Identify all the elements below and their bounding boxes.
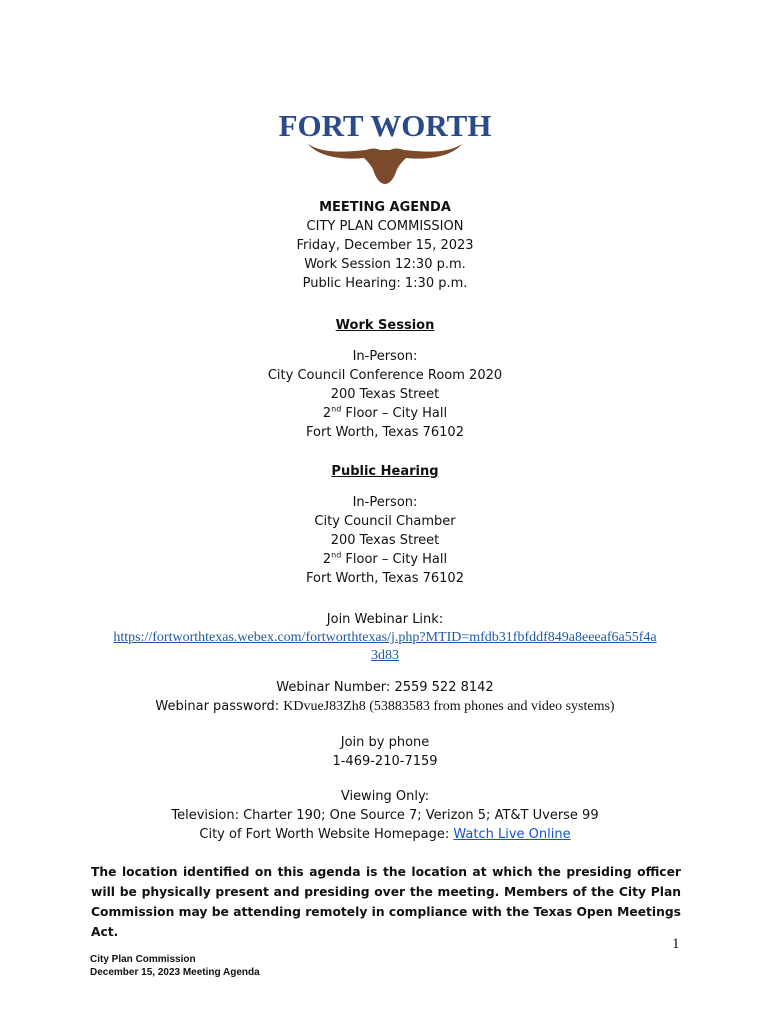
public-hearing-heading: Public Hearing bbox=[331, 464, 439, 479]
webinar-link-line2: 3d83 bbox=[371, 648, 399, 663]
watch-live-online-link[interactable]: Watch Live Online bbox=[453, 827, 571, 842]
longhorn-logo-graphic bbox=[278, 104, 492, 186]
floor-suffix: nd bbox=[331, 550, 342, 560]
floor-rest: Floor – City Hall bbox=[341, 406, 448, 421]
webinar-link[interactable] bbox=[40, 629, 730, 665]
viewing-label: Viewing Only: bbox=[340, 789, 430, 804]
password-label: Webinar password: bbox=[155, 699, 284, 714]
work-session-mode: In-Person: bbox=[352, 349, 418, 364]
viewing-section bbox=[80, 787, 690, 844]
phone-number: 1-469-210-7159 bbox=[332, 754, 438, 769]
work-session-room: City Council Conference Room 2020 bbox=[267, 368, 503, 383]
television-channels: Television: Charter 190; One Source 7; Verizon 5; AT&T Uverse 99 bbox=[171, 808, 599, 823]
longhorn-icon bbox=[308, 144, 462, 184]
work-session-street: 200 Texas Street bbox=[330, 387, 440, 402]
webinar-link-line1: https://fortworthtexas.webex.com/fortworthtexas/j.php?MTID=mfdb31fbfddf849a8eeeaf6a55f4a bbox=[113, 630, 657, 645]
page-footer bbox=[90, 953, 260, 979]
public-hearing-mode: In-Person: bbox=[352, 495, 418, 510]
join-by-phone-label: Join by phone bbox=[340, 735, 430, 750]
public-hearing-floor bbox=[80, 550, 690, 569]
floor-number: 2 bbox=[322, 406, 332, 421]
footer-line1: City Plan Commission bbox=[90, 954, 196, 965]
webinar-number: Webinar Number: 2559 522 8142 bbox=[276, 680, 494, 695]
work-session-city: Fort Worth, Texas 76102 bbox=[306, 425, 464, 440]
work-session-floor bbox=[80, 404, 690, 423]
password-value: KDvueJ83Zh8 (53883583 from phones and video systems) bbox=[283, 699, 615, 714]
fort-worth-logo bbox=[278, 104, 492, 186]
website-line bbox=[80, 825, 690, 844]
webinar-password bbox=[40, 697, 730, 716]
webinar-section bbox=[40, 610, 730, 665]
website-label: City of Fort Worth Website Homepage: bbox=[199, 827, 454, 842]
public-hearing-city: Fort Worth, Texas 76102 bbox=[306, 571, 464, 586]
work-session-time: Work Session 12:30 p.m. bbox=[304, 257, 466, 272]
footer-line2: December 15, 2023 Meeting Agenda bbox=[90, 967, 260, 978]
floor-rest: Floor – City Hall bbox=[341, 552, 448, 567]
location-notice: The location identified on this agenda is the location at which the presiding officer will be physically present and presiding over the meeting. Members of the City Plan Commission may be attending remotely in compliance with the Texas Open Meetings Act. bbox=[91, 865, 681, 939]
public-hearing-room: City Council Chamber bbox=[314, 514, 456, 529]
meeting-title: MEETING AGENDA bbox=[319, 200, 451, 215]
public-hearing-time: Public Hearing: 1:30 p.m. bbox=[302, 276, 468, 291]
phone-section bbox=[80, 733, 690, 771]
page-number: 1 bbox=[672, 936, 680, 952]
work-session-section bbox=[80, 316, 690, 442]
public-hearing-street: 200 Texas Street bbox=[330, 533, 440, 548]
meeting-header bbox=[80, 198, 690, 293]
webinar-details bbox=[40, 678, 730, 716]
floor-suffix: nd bbox=[331, 404, 342, 414]
meeting-date: Friday, December 15, 2023 bbox=[296, 238, 474, 253]
join-webinar-label: Join Webinar Link: bbox=[326, 612, 444, 627]
public-hearing-section bbox=[80, 462, 690, 588]
work-session-heading: Work Session bbox=[335, 318, 435, 333]
commission-name: CITY PLAN COMMISSION bbox=[306, 219, 464, 234]
floor-number: 2 bbox=[322, 552, 332, 567]
logo-text: FORT WORTH bbox=[278, 108, 492, 143]
